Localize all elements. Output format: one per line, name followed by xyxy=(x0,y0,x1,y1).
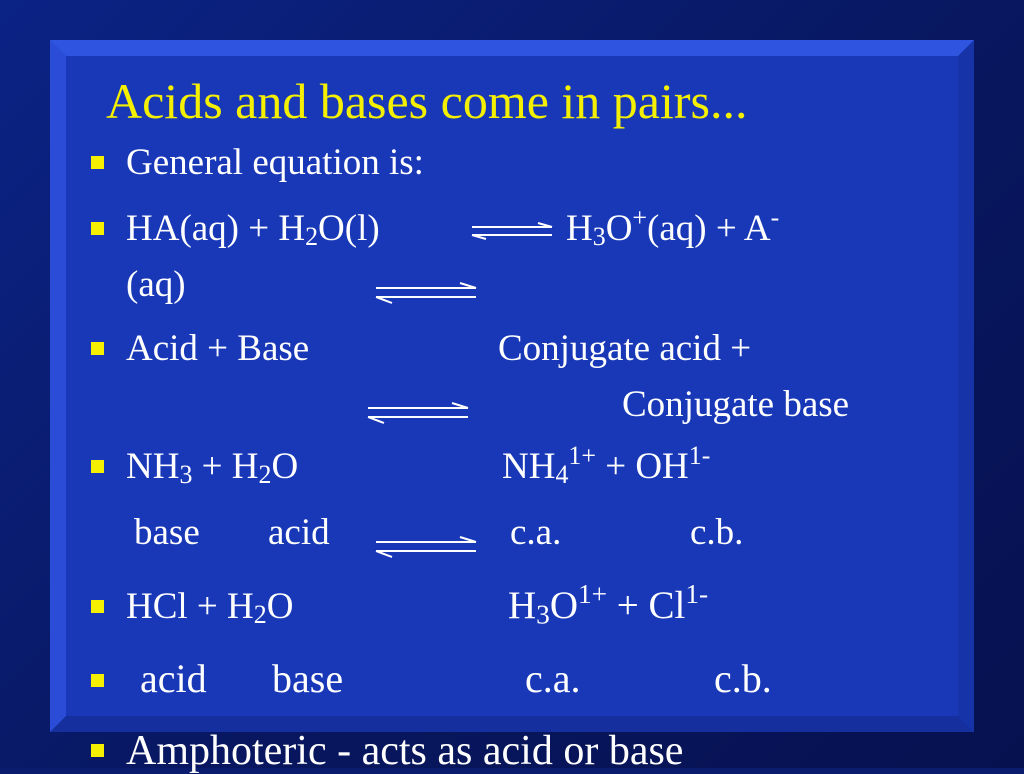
slide-title: Acids and bases come in pairs... xyxy=(106,73,748,129)
bullet-marker xyxy=(91,600,104,613)
amphoteric-text: Amphoteric - acts as acid or base xyxy=(126,728,684,774)
equation-ha-right: $H_3O^+(aq) + A^-$ xyxy=(566,202,780,252)
equation-ha-continuation: (aq) xyxy=(126,264,186,305)
hcl-equation-right: $H_3O^{1+} + Cl^{1-}$ xyxy=(508,579,709,630)
bullet-marker xyxy=(91,674,104,687)
equilibrium-arrow-icon xyxy=(372,536,482,560)
label-acid: acid xyxy=(268,512,330,553)
ammonia-equation-left: $NH_3 + H_2O$ xyxy=(126,446,299,490)
label-conjugate-base-2: c.b. xyxy=(714,656,772,701)
label-conjugate-acid: c.a. xyxy=(510,512,562,553)
bullet-general-equation: General equation is: xyxy=(126,142,424,183)
bullet-marker xyxy=(91,744,104,757)
equation-ha-left: $HA(aq) + H_2O(l)$ xyxy=(126,208,380,252)
bullet-marker xyxy=(91,460,104,473)
bullet-marker xyxy=(91,222,104,235)
hcl-equation-left: HCl + $H_2O$ xyxy=(126,586,294,630)
conjugate-acid-text: Conjugate acid + xyxy=(498,328,752,369)
label-acid-2: acid xyxy=(140,656,207,701)
acid-base-left: Acid + Base xyxy=(126,328,310,369)
bullet-marker xyxy=(91,156,104,169)
conjugate-base-text: Conjugate base xyxy=(622,384,850,425)
bullet-marker xyxy=(91,342,104,355)
equilibrium-arrow-icon xyxy=(364,402,474,426)
label-base-2: base xyxy=(272,656,344,701)
label-base: base xyxy=(134,512,200,553)
equilibrium-arrow-icon xyxy=(468,222,558,240)
equilibrium-arrow-icon xyxy=(372,282,482,306)
label-conjugate-acid-2: c.a. xyxy=(525,656,581,701)
label-conjugate-base: c.b. xyxy=(690,512,744,553)
ammonia-equation-right: $NH_4^{1+} + OH^{1-}$ xyxy=(502,440,711,490)
